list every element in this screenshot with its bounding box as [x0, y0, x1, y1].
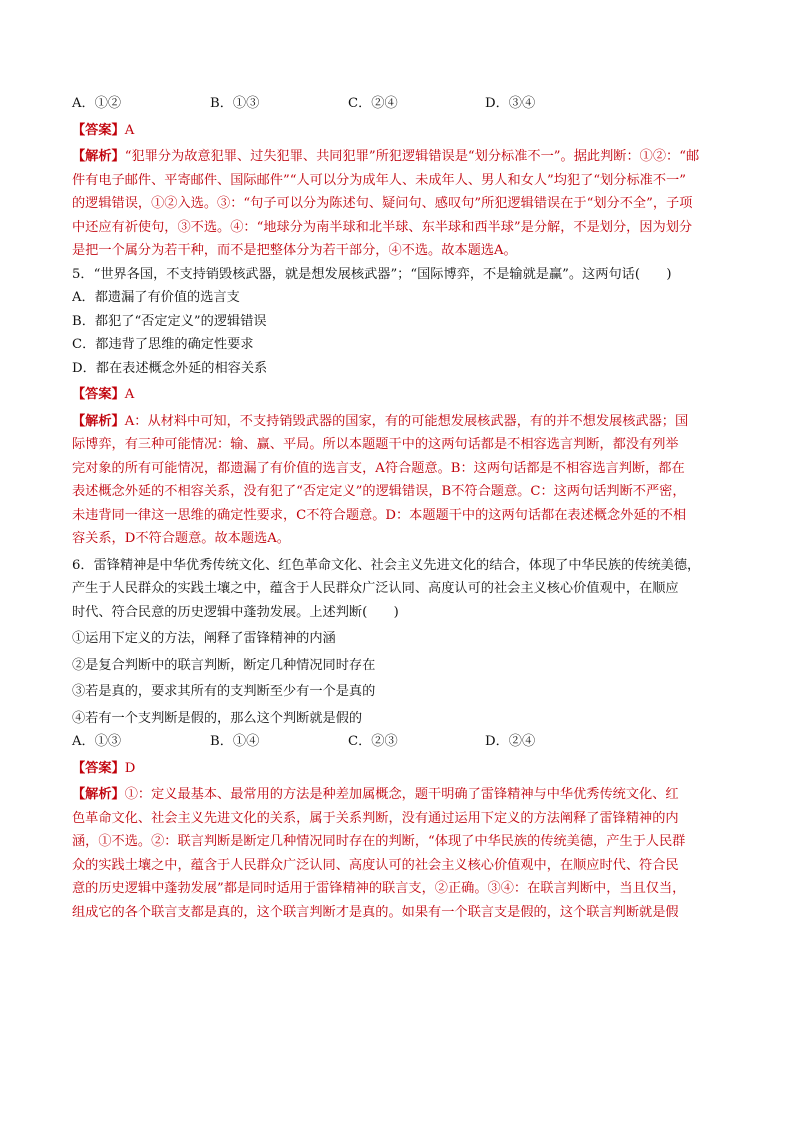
- q6-stem-line-3: 时代、符合民意的历史逻辑中蓬勃发展。上述判断( ): [72, 604, 399, 620]
- q5-option-d: D．都在表述概念外延的相容关系: [72, 360, 268, 376]
- q4-option-b: B．①③: [210, 96, 260, 111]
- q4-option-a: A．①②: [72, 96, 122, 111]
- q4-options: [72, 92, 727, 116]
- q6-analysis-line-1: 【解析】①：定义最基本、最常用的方法是种差加属概念，题干明确了雷锋精神与中华优秀传统文化、红: [72, 787, 679, 802]
- q5-analysis-line-4: 表述概念外延的不相容关系，没有犯了“否定定义”的逻辑错误，B不符合题意。C：这两句话判断不严密，: [72, 484, 686, 499]
- q5-analysis-line-6: 容关系，D不符合题意。故本题选A。: [72, 531, 290, 546]
- answer-value: A: [124, 122, 135, 138]
- q6-option-d: D．②④: [485, 734, 536, 749]
- q5-answer: [72, 383, 727, 407]
- answer-value: D: [124, 760, 136, 776]
- q6-option-a: A．①③: [72, 734, 122, 749]
- q5-stem: 5．“世界各国，不支持销毁核武器，就是想发展核武器”；“国际博弈，不是输就是赢”。这两句话( ): [72, 266, 672, 282]
- q4-analysis-line-4: 中还应有祈使句，③不选。④：“地球分为南半球和北半球、东半球和西半球”是分解，不是划分，因为划分: [72, 219, 693, 235]
- q6-options: [72, 730, 727, 754]
- q5-analysis-line-1: 【解析】A：从材料中可知，不支持销毁武器的国家，有的可能想发展核武器，有的并不想发展核武器；国: [72, 413, 689, 429]
- answer-label: 【答案】: [72, 387, 125, 402]
- q6-analysis-line-5: 意的历史逻辑中蓬勃发展”都是同时适用于雷锋精神的联言支，②正确。③④：在联言判断中，当且仅当，: [72, 881, 686, 896]
- analysis-label: 【解析】: [72, 413, 125, 429]
- q6-analysis-line-6: 组成它的各个联言支都是真的，这个联言判断才是真的。如果有一个联言支是假的，这个联言判断就是假: [72, 904, 679, 920]
- q4-answer: [72, 119, 727, 143]
- q5-analysis-line-2: 际博弈，有三种可能情况：输、赢、平局。所以本题题干中的这两句话都是不相容选言判断，都没有列举: [72, 437, 679, 452]
- answer-value: A: [124, 387, 135, 402]
- q5-option-a: A．都遗漏了有价值的选言支: [72, 290, 240, 305]
- q4-analysis-line-1: 【解析】“犯罪分为故意犯罪、过失犯罪、共同犯罪”所犯逻辑错误是“划分标准不一”。据此判断：①②：“邮: [72, 149, 700, 164]
- q6-option-c: C．②③: [348, 734, 398, 749]
- q6-stem-line-1: 6．雷锋精神是中华优秀传统文化、红色革命文化、社会主义先进文化的结合，体现了中华民族的传统美德，: [72, 557, 701, 573]
- q6-statement-1: ①运用下定义的方法，阐释了雷锋精神的内涵: [72, 631, 336, 646]
- q6-option-b: B．①④: [210, 734, 260, 749]
- q6-statement-2: ②是复合判断中的联言判断，断定几种情况同时存在: [72, 657, 376, 673]
- q5-option-b: B．都犯了“否定定义”的逻辑错误: [72, 313, 267, 329]
- q6-statement-3: ③若是真的，要求其所有的支判断至少有一个是真的: [72, 684, 376, 699]
- q4-analysis-line-2: 件有电子邮件、平寄邮件、国际邮件”“人可以分为成年人、未成年人、男人和女人”均犯了“划分标准不一”: [72, 172, 686, 188]
- q6-analysis-line-2: 色革命文化、社会主义先进文化的关系，属于关系判断，没有通过运用下定义的方法阐释了雷锋精神的内: [72, 810, 679, 826]
- q6-answer: [72, 757, 727, 781]
- analysis-label: 【解析】: [72, 787, 125, 802]
- answer-label: 【答案】: [72, 760, 125, 776]
- q4-option-c: C．②④: [348, 96, 398, 111]
- q5-option-c: C．都违背了思维的确定性要求: [72, 337, 254, 352]
- q5-analysis-line-3: 完对象的所有可能情况，都遗漏了有价值的选言支，A符合题意。B：这两句话都是不相容选言判断，都在: [72, 460, 685, 476]
- q6-stem-line-2: 产生于人民群众的实践土壤之中，蕴含于人民群众广泛认同、高度认可的社会主义核心价值观中，在顺应: [72, 581, 679, 596]
- q6-analysis-line-3: 涵，①不选。②：联言判断是断定几种情况同时存在的判断，“体现了中华民族的传统美德，产生于人民群: [72, 834, 686, 849]
- q4-option-d: D．③④: [485, 96, 536, 111]
- answer-label: 【答案】: [72, 122, 125, 138]
- q6-statement-4: ④若有一个支判断是假的，那么这个判断就是假的: [72, 710, 363, 726]
- q6-analysis-line-4: 众的实践土壤之中，蕴含于人民群众广泛认同、高度认可的社会主义核心价值观中，在顺应时代、符合民: [72, 857, 679, 873]
- document-page: [72, 92, 727, 924]
- q4-analysis-line-5: 是把一个属分为若干种，而不是把整体分为若干部分，④不选。故本题选A。: [72, 243, 517, 258]
- analysis-label: 【解析】: [72, 149, 125, 164]
- q5-analysis-line-5: 未违背同一律这一思维的确定性要求，C不符合题意。D：本题题干中的这两句话都在表述概念外延的不相: [72, 507, 687, 523]
- q4-analysis-line-3: 的逻辑错误，①②入选。③：“句子可以分为陈述句、疑问句、感叹句”所犯逻辑错误在于“划分不全”，子项: [72, 196, 693, 211]
